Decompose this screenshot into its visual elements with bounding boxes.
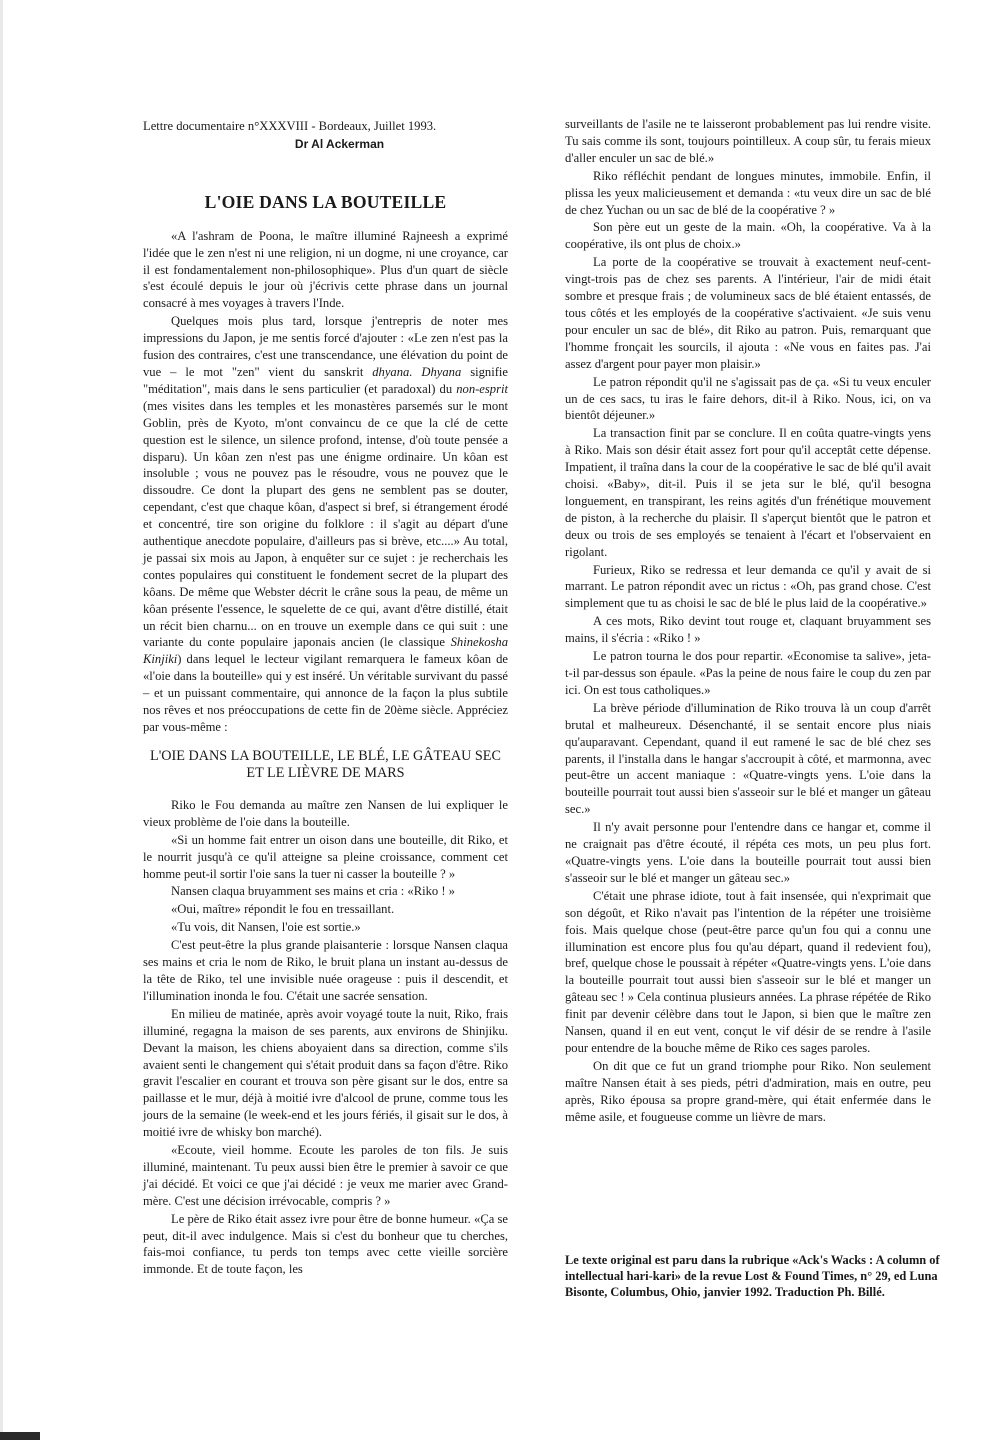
source-credit-text: Le texte original est paru dans la rubrique «Ack's Wacks : A column of intellectual hari-kari» de la revue Lost & Found Times, n° 29, ed Luna Bisonte, Columbus, Ohio, janvier 1992. Traduction Ph. Billé. [565, 1253, 940, 1299]
paragraph: A ces mots, Riko devint tout rouge et, claquant bruyamment ses mains, il s'écria : «Riko ! » [565, 614, 931, 646]
page-edge [0, 0, 3, 1440]
article-title: L'OIE DANS LA BOUTEILLE [204, 191, 447, 212]
letter-header: Lettre documentaire n°XXXVIII - Bordeaux, Juillet 1993. [143, 119, 437, 133]
story-subtitle: L'OIE DANS LA BOUTEILLE, LE BLÉ, LE GÂTEAU SEC ET LE LIÈVRE DE MARS [150, 747, 501, 781]
source-credit [565, 1252, 945, 1300]
paragraph: «A l'ashram de Poona, le maître illuminé Rajneesh a exprimé l'idée que le zen n'est ni une religion, ni un dogme, ni une croyance, car il est fondamentalement non-philosophique». Plus d'un quart de siècle s'est écoulé depuis le jour où j'écrivis cette phrase dans un journal consacré à mes voyages à travers l'Inde. [143, 228, 508, 311]
paragraph: C'est peut-être la plus grande plaisanterie : lorsque Nansen claqua ses mains et cria le nom de Riko, le bruit plana un instant au-dessus de la tête de Riko, tel une invisible nuée orageuse : puis il descendit, et l'illumination inonda le fou. C'était une sacrée sensation. [143, 938, 508, 1003]
paragraph: Le père de Riko était assez ivre pour être de bonne humeur. «Ça se peut, dit-il avec indulgence. Mais si c'est du bonheur que tu cherches, fais-moi confiance, tu perds ton temps avec cette vieille sorcière immonde. Et de toute façon, les [143, 1211, 508, 1277]
paragraph-continued: surveillants de l'asile ne te laisseront probablement pas lui rendre visite. Tu sais comme ils sont, toujours pointilleux. A coup sûr, tu ferais mieux d'aller enculer un sac de blé.» [565, 117, 931, 165]
paragraph: Le patron tourna le dos pour repartir. «Economise ta salive», jeta-t-il par-dessus son épaule. «Pas la peine de nous faire le coup du zen par ici. On est tous catholiques.» [565, 649, 931, 697]
paragraph: La porte de la coopérative se trouvait à exactement neuf-cent-vingt-trois pas de chez ses parents. A l'intérieur, l'air de midi était sombre et presque frais ; de volumineux sacs de blé étaient entassés, de tous côtés et les employés de la coopérative s'activaient. «Je suis venu pour enculer un sac de blé», dit Riko au patron. Puis, remarquant que l'homme fronçait les sourcils, il ajouta : «Ne vous en faites pas. J'ai assez d'argent pour payer mon plaisir.» [565, 255, 931, 371]
paragraph: Son père eut un geste de la main. «Oh, la coopérative. Va à la coopérative, ils ont plus de choix.» [565, 220, 931, 252]
paragraph: C'était une phrase idiote, tout à fait insensée, qui n'exprimait que son dégoût, et Riko n'avait pas l'intention de la répéter une troisième fois. Mais quelque chose (peut-être parce qu'un fou qui a connu une illumination est encore plus fou qu'au départ, quand il redevient fou), bref, quelque chose le poussait à répéter «Quatre-vingts yens. L'oie dans la bouteille pourrait tout aussi bien s'asseoir sur le blé et manger un gâteau sec ! » Cela continua plusieurs années. La phrase répétée de Riko finit par devenir célèbre dans tout le Japon, si bien que le maître zen Nansen, quand il en eut vent, conçut le vif désir de se rendre à l'asile pour entendre de la bouche même de Riko ces sages paroles. [565, 888, 931, 1055]
paragraph: Quelques mois plus tard, lorsque j'entrepris de noter mes impressions du Japon, je me sentis forcé d'ajouter : «Le zen n'est pas la fusion des contraires, c'est une transcendance, une élévation du point de vue – le mot "zen" vient du sanskrit dhyana. Dhyana signifie "méditation", mais dans le sens particulier (et paradoxal) du non-esprit (mes visites dans les temples et les monastères parsemés sur le mont Goblin, près de Kyoto, m'ont convaincu de ce que la clé de cette question est le silence, un silence profond, intense, d'où toute pensée a disparu). Un kôan zen n'est pas une énigme ordinaire. Un kôan est insoluble ; vous ne pouvez pas le résoudre, vous ne pouvez que le dissoudre. Ce dont la plupart des gens ne semblent pas se douter, cependant, c'est que chaque kôan, d'aspect si bref, si étrangement érodé et concentré, tire son origine du folklore : il s'agit au départ d'une authentique anecdote populaire, d'ailleurs pas si brève, etc....» Au total, je passai six mois au Japon, à enquêter sur ce sujet : je recherchais les contes populaires qui constituent le fondement secret de la plupart des kôans. De même que Webster décrit le crâne sous la peau, de même un kôan présente l'essence, le squelette de ce qui, avant d'être distillé, était un récit bien charnu... on en trouve un exemple dans ce qui suit : une variante du conte populaire japonais ancien (le classique Shinekosha Kinjiki) dans lequel le lecteur vigilant remarquera le fameux kôan de «l'oie dans la bouteille» qui y est inséré. Un véritable survivant du passé – et un puissant commentaire, qui annonce de la façon la plus subtile nos rêves et nos préoccupations de cette fin de 20ème siècle. Appréciez par vous-même : [143, 314, 508, 734]
author: Dr Al Ackerman [294, 136, 385, 151]
paragraph: Le patron répondit qu'il ne s'agissait pas de ça. «Si tu veux enculer un de ces sacs, tu iras le faire dehors, dit-il à Riko. Nous, ici, on va bientôt déjeuner.» [565, 374, 931, 423]
paragraph: En milieu de matinée, après avoir voyagé toute la nuit, Riko, frais illuminé, regagna la maison de ses parents, aux environs de Shinjiku. Devant la maison, les chiens aboyaient dans sa direction, comme s'ils avaient senti le changement qui s'était produit dans sa façon d'être. Riko gravit l'escalier en courant et trouva son père gisant sur le dos, entre sa paillasse et le mur, déjà à moitié ivre d'alcool de prune, comme tous les jours de la semaine (le week-end et les jours fériés, il gisait sur le dos, à moitié ivre de whisky bon marché). [143, 1006, 508, 1140]
scan-corner-mark [0, 1432, 40, 1440]
paragraph: «Ecoute, vieil homme. Ecoute les paroles de ton fils. Je suis illuminé, maintenant. Tu peux aussi bien être le premier à savoir ce que j'ai décidé. Et voici ce que j'ai décidé : je veux me marier avec Grand-mère. C'est une décision irrévocable, compris ? » [143, 1143, 508, 1208]
left-column [143, 118, 508, 1278]
paragraph: «Tu vois, dit Nansen, l'oie est sortie.» [171, 920, 361, 935]
paragraph: On dit que ce fut un grand triomphe pour Riko. Non seulement maître Nansen était à ses pieds, pétri d'admiration, mais en outre, peu après, Riko épousa sa propre grand-mère, qui était enfermée dans le même asile, et fougueuse comme un lièvre de mars. [565, 1058, 931, 1124]
paragraph: La brève période d'illumination de Riko trouva là un coup d'arrêt brutal et malheureux. Désenchanté, il se sentait encore plus niais qu'auparavant. Cependant, quand il eut ramené le sac de blé chez ses parents, il l'installa dans le hangar s'accroupit à côté, et marmonna, avec peut-être un accent maniaque : «Quatre-vingts yens. L'oie dans la bouteille pourrait tout aussi bien s'asseoir sur le blé et manger un gâteau sec.» [565, 700, 931, 817]
paragraph: La transaction finit par se conclure. Il en coûta quatre-vingts yens à Riko. Mais son désir était assez fort pour qu'il acceptât cette dépense. Impatient, il traîna dans la cour de la coopérative le sac de blé qu'il avait choisi. «Baby», dit-il. Puis il se jeta sur le blé, qu'il besogna longuement, en transpirant, les reins agités d'un frénétique mouvement de piston, à la recherche du plaisir. Il s'aperçut bientôt que le patron et deux ou trois de ses employés se tenaient à l'écart et l'observaient en rigolant. [565, 426, 931, 559]
paragraph: Nansen claqua bruyamment ses mains et cria : «Riko ! » [171, 884, 455, 899]
paragraph: Riko réfléchit pendant de longues minutes, immobile. Enfin, il plissa les yeux malicieusement et demanda : «tu veux dire un sac de blé de chez Yuchan ou un sac de blé de la coopérative ? » [565, 168, 931, 217]
paragraph: Riko le Fou demanda au maître zen Nansen de lui expliquer le vieux problème de l'oie dans la bouteille. [143, 797, 508, 829]
paragraph: «Oui, maître» répondit le fou en tressaillant. [171, 902, 395, 917]
right-column [565, 116, 931, 1125]
paragraph: Il n'y avait personne pour l'entendre dans ce hangar et, comme il ne craignait pas d'être écouté, il répéta ces mots, un peu plus fort. «Quatre-vingts yens. L'oie dans la bouteille pourrait tout aussi bien s'asseoir sur le blé et manger un gâteau sec.» [565, 820, 931, 885]
paragraph: Furieux, Riko se redressa et leur demanda ce qu'il y avait de si marrant. Le patron répondit avec un rictus : «Oh, pas grand chose. C'est simplement que tu as choisi le sac de blé le plus laid de la coopérative.» [565, 562, 931, 611]
paragraph: «Si un homme fait entrer un oison dans une bouteille, dit Riko, et le nourrit jusqu'à ce qu'il atteigne sa pleine croissance, comment cet homme peut-il sortir l'oie sans la tuer ni casser la bouteille ? » [143, 832, 508, 881]
